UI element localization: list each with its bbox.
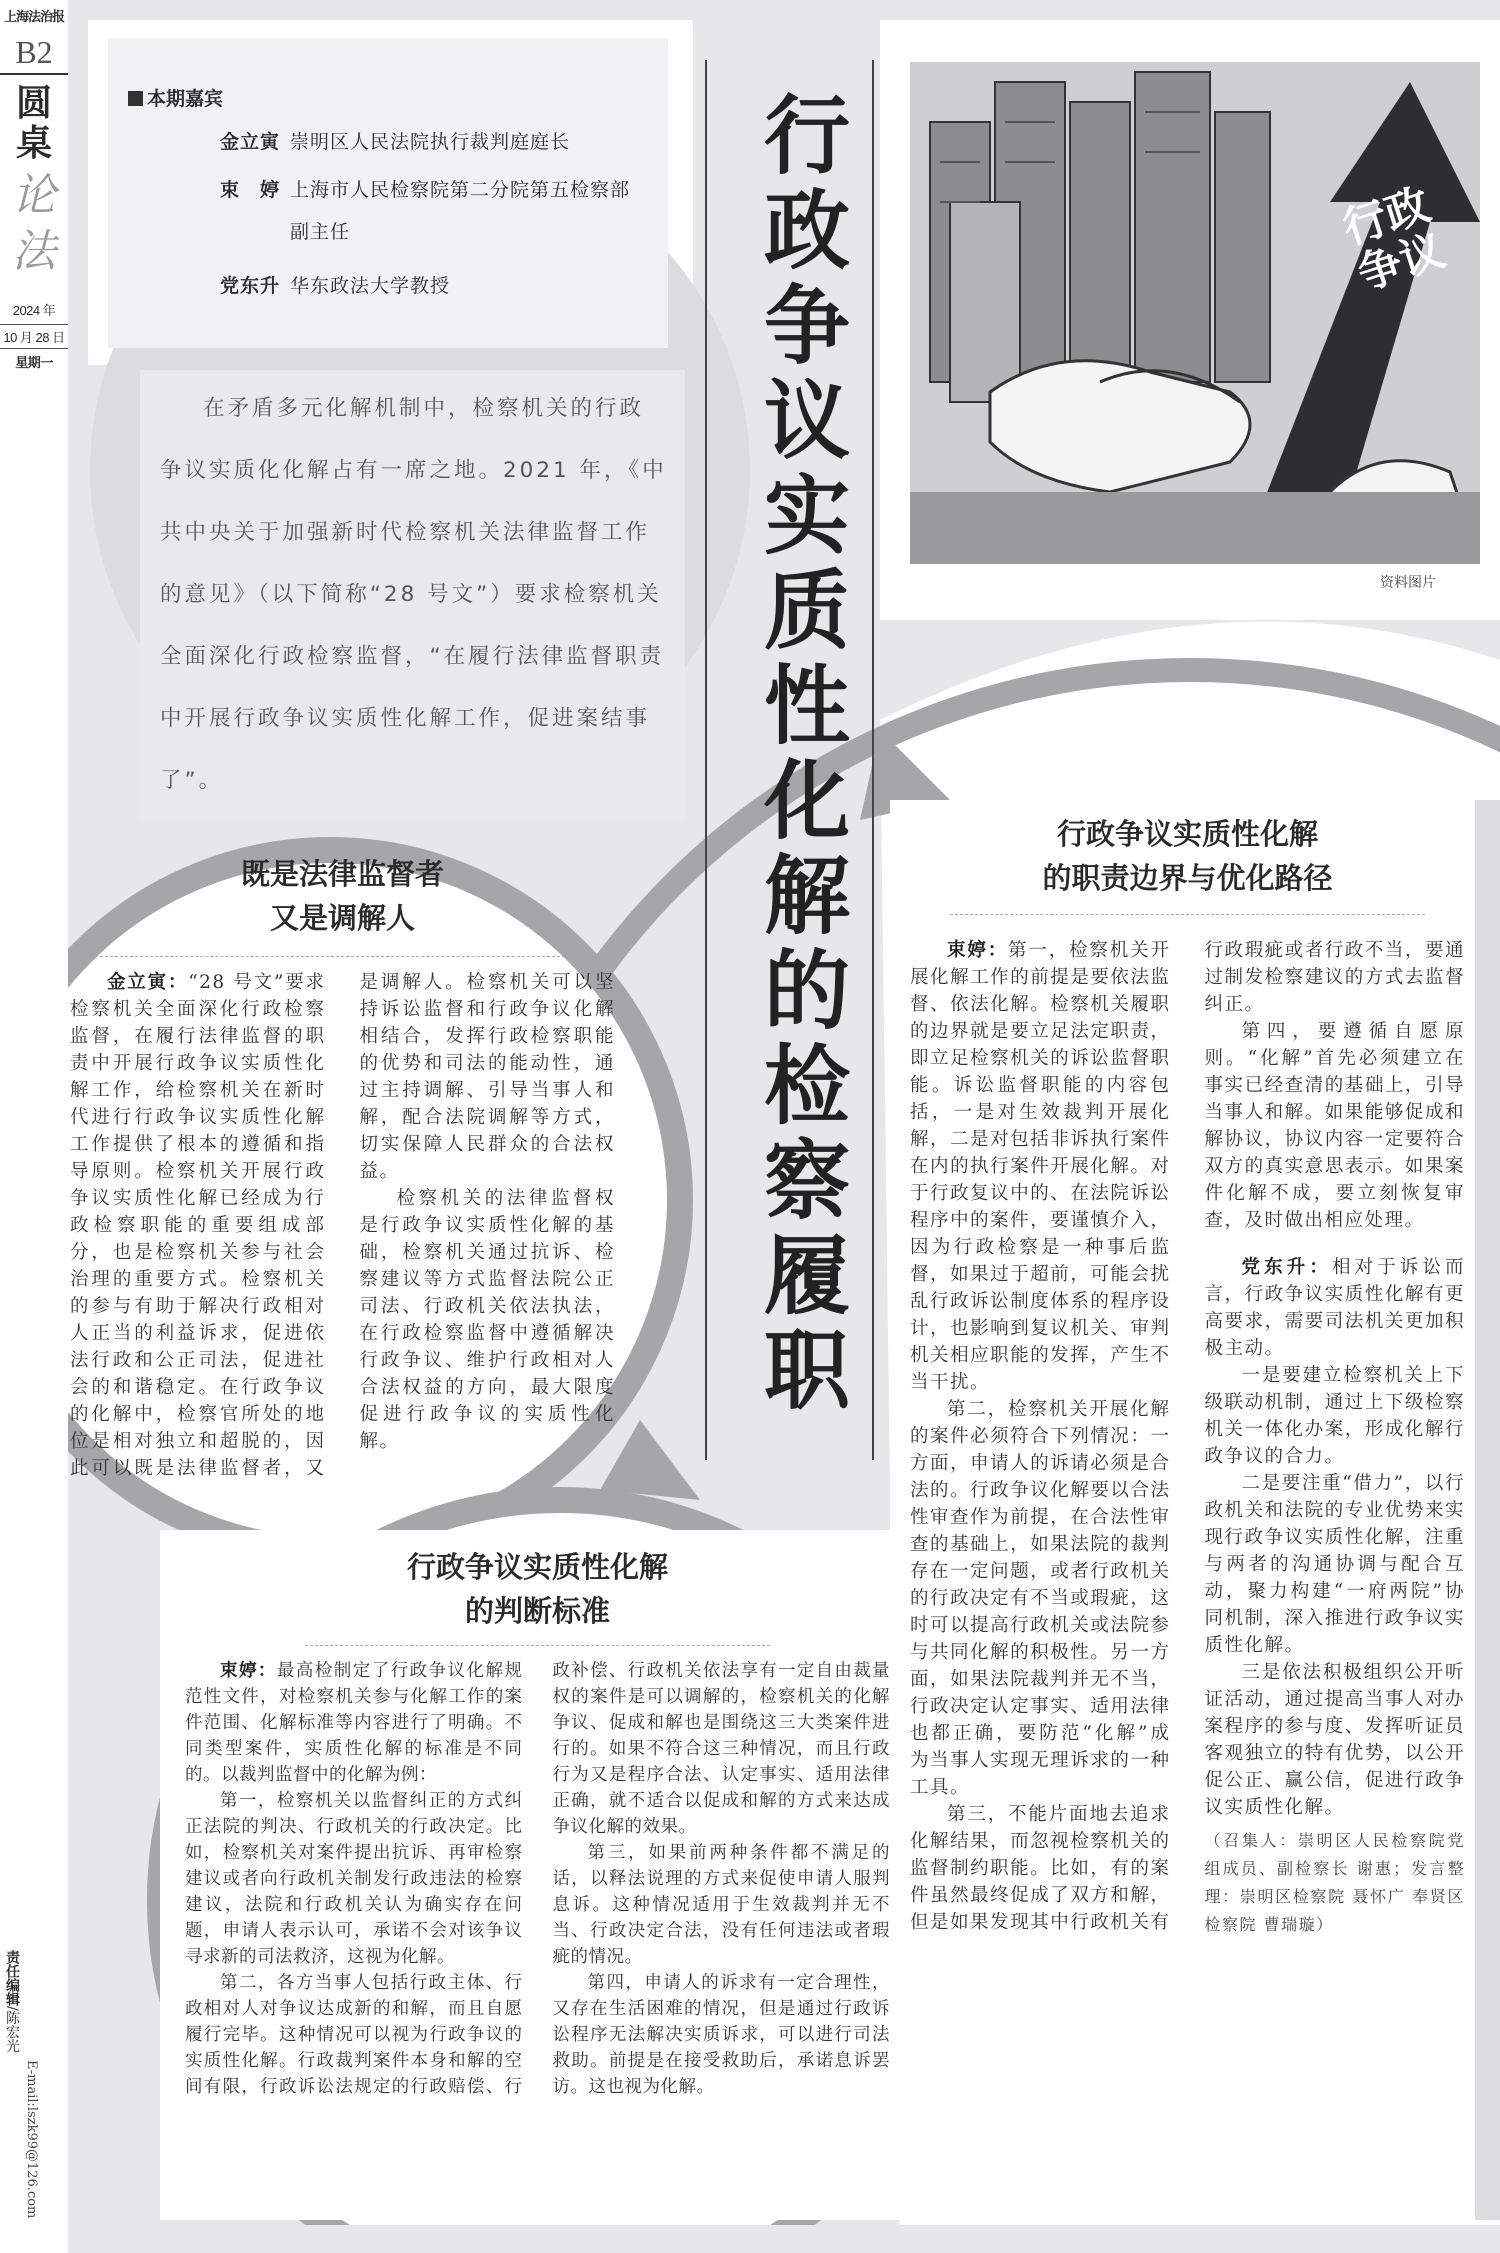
- editor-email[interactable]: E-mail:lszk99@126.com: [24, 2060, 39, 2219]
- guest-role: 华东政法大学教授: [290, 275, 451, 297]
- body-paragraph: 二是要注重“借力”，以行政机关和法院的专业优势来实现行政争议实质性化解，注重与两者的沟通协调与配合互动，聚力构建“一府两院”协同机制，深入推进行政争议实质性化解。: [1204, 1473, 1465, 1656]
- column-name-yuanzhuo: 圆桌: [15, 83, 52, 164]
- left-masthead-strip: [0, 0, 68, 2253]
- section-left-body: [70, 969, 615, 1482]
- section-left: [70, 852, 615, 1482]
- paragraph-text: “28 号文”要求检察机关全面深化行政检察监督，在履行法律监督的职责中开展行政争议实质性化解工作，给检察机关在新时代进行行政争议实质性化解工作提供了根本的遵循和指导原则。检察机关开展行政争议实质性化解已经成为行政检察职能的重要组成部分，也是检察机关参与社会治理的重要方式。检察机关的参与有助于解决行政相对人正当的利益诉求，促进依法行政和公正司法，促进社会的和谐稳定。在行政争议的化解中，检察官所处的地位是相对独立和超脱的，因此可以既是法律监督者，又是调解人。检察机关可以坚持诉讼监督和行政争议化解相结合，发挥行政检察职能的优势和司法的能动性，通过主持调解、引导当事人和解，配合法院调解等方式，切实保障人民群众的合法权益。: [70, 972, 615, 1479]
- heading-line: 的判断标准: [464, 1594, 610, 1628]
- speaker-name: 束婷：: [220, 1661, 277, 1681]
- handshake-arrow-illustration: [910, 62, 1480, 564]
- dashed-divider: [305, 1645, 770, 1646]
- section-right: [910, 812, 1465, 1939]
- paragraph-text: 相对于诉讼而言，行政争议实质性化解有更高要求，需要司法机关更加积极主动。: [1204, 1257, 1465, 1359]
- section-bottom-body: [185, 1658, 890, 2100]
- body-paragraph: 一是要建立检察机关上下级联动机制，通过上下级检察机关一体化办案，形成化解行政争议的合力。: [1204, 1365, 1465, 1467]
- guest-role: 崇明区人民法院执行裁判庭庭长: [290, 131, 571, 153]
- section-bottom: [185, 1545, 890, 2100]
- photo-caption: 资料图片: [1380, 575, 1436, 591]
- guest-role: 上海市人民检察院第二分院第五检察部副主任: [290, 179, 631, 243]
- issue-date: 10 月 28 日: [0, 324, 68, 349]
- paragraph-text: 最高检制定了行政争议化解规范性文件，对检察机关参与化解工作的案件范围、化解标准等内容进行了明确。不同类型案件，实质性化解的标准是不同的。以裁判监督中的化解为例：: [185, 1661, 523, 1785]
- guest-row: [220, 178, 630, 253]
- guests-heading: 本期嘉宾: [128, 84, 223, 111]
- speaker-name: 束婷：: [947, 940, 1009, 961]
- issue-year: 2024 年: [12, 303, 56, 318]
- guest-name: 党东升: [220, 275, 281, 297]
- illustration-photo: [910, 62, 1480, 564]
- heading-line: 行政争议实质性化解: [1056, 817, 1318, 851]
- editor-name: /陈宏光: [4, 2006, 20, 2053]
- convener-credit: （召集人：崇明区人民检察院党组成员、副检察长 谢惠；发言整理：崇明区检察院 聂怀广 奉贤区检察院 曹瑞璇）: [1204, 1831, 1465, 1934]
- guest-name: 束 婷: [220, 179, 281, 201]
- heading-line: 又是调解人: [269, 901, 415, 935]
- body-paragraph: 第四，申请人的诉求有一定合理性，又存在生活困难的情况，但是通过行政诉讼程序无法解决实质诉求，可以进行司法救助。前提是在接受救助后，承诺息诉罢访。这也视为化解。: [552, 1973, 890, 2097]
- heading-line: 行政争议实质性化解: [406, 1550, 668, 1584]
- editor-label: 责任编辑: [4, 1950, 20, 2006]
- body-paragraph: 第三，如果前两种条件都不满足的话，以释法说理的方式来促使申请人服判息诉。这种情况适用于生效裁判并无不当、行政决定合法，没有任何违法或者瑕疵的情况。: [552, 1843, 890, 1967]
- body-paragraph: 第四，要遵循自愿原则。“化解”首先必须建立在事实已经查清的基础上，引导当事人和解。如果能够促成和解协议，协议内容一定要符合双方的真实意思表示。如果案件化解不成，要立刻恢复审查，及时做出相应处理。: [1204, 1021, 1465, 1231]
- editor-credit: [2, 1950, 22, 2053]
- section-bottom-heading: [185, 1545, 890, 1633]
- heading-line: 既是法律监督者: [240, 857, 444, 891]
- page-number: B2: [0, 34, 68, 75]
- guest-row: [220, 274, 630, 307]
- arrow-label: 行政争议: [1336, 179, 1452, 301]
- body-paragraph: 第一，检察机关以监督纠正的方式纠正法院的判决、行政机关的行政决定。比如，检察机关对案件提出抗诉、再审检察建议或者向行政机关制发行政违法的检察建议，法院和行政机关认为确实存在问题，申请人表示认可，承诺不会对该争议寻求新的司法救济，这视为化解。: [185, 1791, 523, 1967]
- section-left-heading: [70, 852, 615, 940]
- newspaper-name: 上海法治报: [3, 10, 64, 25]
- speaker-name: 党东升：: [1241, 1257, 1332, 1278]
- guests-box: [108, 38, 668, 348]
- body-paragraph: 第二，检察机关开展化解的案件必须符合下列情况：一方面，申请人的诉请必须是合法的。行政争议化解要以合法性审查作为前提，在合法性审查的基础上，如果法院的裁判存在一定问题，或者行政机关的行政决定有不当或瑕疵，这时可以提高行政机关或法院参与共同化解的积极性。另一方面，如果法院裁判并无不当，行政决定认定事实、适用法律也都正确，要防范“化解”成为当事人实现无理诉求的一种工具。: [910, 1399, 1171, 1798]
- dashed-divider: [950, 914, 1425, 915]
- body-paragraph: [910, 937, 1171, 1396]
- body-paragraph: 检察机关的法律监督权是行政争议实质性化解的基础，检察机关通过抗诉、检察建议等方式监督法院公正司法、行政机关依法执法，在行政检察监督中遵循解决行政争议、维护行政相对人合法权益的方向，最大限度促进行政争议的实质性化解。: [359, 1188, 615, 1452]
- section-right-heading: [910, 812, 1465, 900]
- section-right-body: [910, 937, 1465, 1939]
- body-paragraph: 第三，不能片面地去追求化解结果，而忽视检察机关的监督制约职能。比如，有的案件虽然最终促成了双方和解，但是如果发现其中行政机关有行政瑕疵或者行政不当，要通过制发检察建议的方式去监督纠正。: [910, 940, 1465, 1933]
- body-paragraph: 三是依法积极组织公开听证活动，通过提高当事人对办案程序的参与度、发挥听证员客观独立的特有优势，以公开促公正、赢公信，促进行政争议实质性化解。: [1204, 1662, 1465, 1818]
- paragraph-text: 第一，检察机关开展化解工作的前提是要依法监督、依法化解。检察机关履职的边界就是要立足法定职责，即立足检察机关的诉讼监督职能。诉讼监督职能的内容包括，一是对生效裁判开展化解，二是对包括非诉执行案件在内的执行案件开展化解。对于行政复议中的、在法院诉讼程序中的案件，要谨慎介入，因为行政检察是一种事后监督，如果过于超前，可能会扰乱行政诉讼制度体系的程序设计，也影响到复议机关、审判机关相应职能的发挥，产生不当干扰。: [910, 940, 1171, 1393]
- body-paragraph: [185, 1658, 523, 1788]
- body-paragraph: [1205, 1254, 1466, 1362]
- body-paragraph: 第二，各方当事人包括行政主体、行政相对人对争议达成新的和解，而且自愿履行完毕。这种情况可以视为行政争议的实质性化解。行政裁判案件本身和解的空间有限，行政诉讼法规定的行政赔偿、行政补偿、行政机关依法享有一定自由裁量权的案件是可以调解的，检察机关的化解争议、促成和解也是围绕这三大类案件进行的。如果不符合这三种情况，而且行政行为又是程序合法、认定事实、适用法律正确，就不适合以促成和解的方式来达成争议化解的效果。: [185, 1661, 890, 2097]
- headline-title: 行政争议实质性化解的检察履职: [749, 90, 849, 1420]
- intro-paragraph: 在矛盾多元化解机制中，检察机关的行政争议实质化化解占有一席之地。2021 年，《中共中央关于加强新时代检察机关法律监督工作的意见》（以下简称“28 号文”）要求检察机关全面深化行政检察监督，“在履行法律监督职责中开展行政争议实质性化解工作，促进案结事了”。: [160, 396, 667, 793]
- issue-weekday: 星期一: [15, 355, 53, 370]
- guest-row: [220, 130, 630, 163]
- headline-frame: [705, 60, 874, 1460]
- dashed-divider: [100, 956, 585, 957]
- heading-line: 的职责边界与优化路径: [1042, 861, 1333, 895]
- guest-name: 金立寅: [220, 131, 281, 153]
- speaker-name: 金立寅：: [107, 972, 189, 993]
- column-name-lunfa: 论法: [12, 170, 56, 277]
